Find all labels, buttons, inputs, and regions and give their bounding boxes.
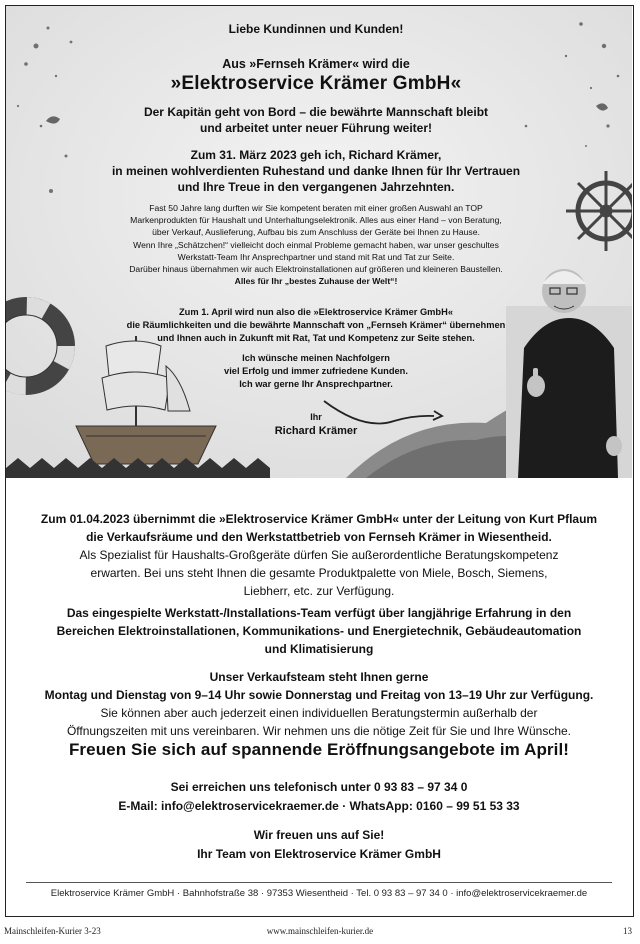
team-paragraph bbox=[16, 604, 622, 658]
page-number: 13 bbox=[623, 926, 632, 936]
closing-line: Wir freuen uns auf Sie! bbox=[253, 828, 385, 842]
hours-line: Sie können aber auch jederzeit einen individuellen Beratungstermin außerhalb der bbox=[100, 706, 538, 720]
history-line: Wenn Ihre „Schätzchen!“ vielleicht doch einmal Probleme gemacht haben, war unser geschultes bbox=[133, 239, 499, 250]
handover-statement bbox=[66, 306, 566, 345]
history-line: über Verkauf, Auslieferung, Aufbau bis zum Anschluss der Geräte bei Ihnen zu Hause. bbox=[152, 227, 480, 238]
history-paragraph bbox=[66, 202, 566, 287]
retirement-line: in meinen wohlverdienten Ruhestand und danke Ihnen für Ihr Vertrauen bbox=[111, 164, 521, 178]
email-line: E-Mail: info@elektroservicekraemer.de · WhatsApp: 0160 – 99 51 53 33 bbox=[118, 799, 520, 813]
hours-line: Öffnungszeiten mit uns vereinbaren. Wir nehmen uns die nötige Zeit für Sie und Ihre Wünsche. bbox=[66, 724, 572, 738]
captain-statement bbox=[66, 104, 566, 136]
closing-block bbox=[16, 826, 622, 864]
retirement-statement bbox=[66, 147, 566, 195]
takeover-line: Als Spezialist für Haushalts-Großgeräte dürfen Sie außerordentliche Beratungskompetenz bbox=[79, 548, 559, 562]
handover-line: und Ihnen auch in Zukunft mit Rat, Tat und Kompetenz zur Seite stehen. bbox=[157, 333, 475, 343]
takeover-line: erwarten. Bei uns steht Ihnen die gesamte Produktpalette von Miele, Bosch, Siemens, bbox=[90, 566, 548, 580]
takeover-line: die Verkaufsräume und den Werkstattbetrieb von Fernseh Krämer in Wiesentheid. bbox=[86, 530, 552, 544]
history-line: Fast 50 Jahre lang durften wir Sie kompetent beraten mit einer großen Auswahl an TOP bbox=[149, 203, 483, 213]
footer-divider bbox=[26, 882, 612, 883]
team-line: Bereichen Elektroinstallationen, Kommunikations- und Energietechnik, Gebäudeautomation bbox=[56, 624, 582, 638]
captain-line: und arbeitet unter neuer Führung weiter! bbox=[199, 121, 432, 135]
magazine-website: www.mainschleifen-kurier.de bbox=[266, 926, 374, 936]
headline-intro: Aus »Fernseh Krämer« wird die bbox=[222, 57, 410, 71]
farewell-wishes bbox=[66, 352, 566, 391]
team-line: Das eingespielte Werkstatt-/Installations-Team verfügt über langjährige Erfahrung in den bbox=[66, 606, 572, 620]
advertisement bbox=[5, 5, 634, 917]
handover-line: Zum 1. April wird nun also die »Elektroservice Krämer GmbH« bbox=[179, 307, 453, 317]
takeover-paragraph bbox=[16, 510, 622, 600]
history-line: Darüber hinaus übernahmen wir auch Elektroinstallationen auf größeren und kleineren Baustellen. bbox=[129, 264, 503, 275]
phone-line: Sei erreichen uns telefonisch unter 0 93 83 – 97 34 0 bbox=[170, 780, 468, 794]
magazine-issue: Mainschleifen-Kurier 3-23 bbox=[4, 926, 101, 936]
hours-line: Unser Verkaufsteam steht Ihnen gerne bbox=[209, 670, 429, 684]
history-line: Werkstatt-Team Ihr Ansprechpartner und stand mit Rat und Tat zur Seite. bbox=[177, 251, 455, 262]
closing-line: Ihr Team von Elektroservice Krämer GmbH bbox=[197, 847, 441, 861]
takeover-line: Zum 01.04.2023 übernimmt die »Elektroservice Krämer GmbH« unter der Leitung von Kurt Pflaum bbox=[40, 512, 598, 526]
wishes-line: Ich war gerne Ihr Ansprechpartner. bbox=[239, 379, 393, 389]
page-footer bbox=[0, 926, 640, 940]
hours-line: Montag und Dienstag von 9–14 Uhr sowie Donnerstag und Freitag von 13–19 Uhr zur Verfügung. bbox=[44, 688, 594, 702]
retirement-line: und Ihre Treue in den vergangenen Jahrzehnten. bbox=[177, 180, 455, 194]
signature-name: Richard Krämer bbox=[274, 425, 358, 437]
opening-hours-paragraph bbox=[16, 668, 622, 740]
wishes-line: Ich wünsche meinen Nachfolgern bbox=[242, 353, 390, 363]
history-slogan: Alles für Ihr „bestes Zuhause der Welt“! bbox=[234, 276, 398, 287]
captain-line: Der Kapitän geht von Bord – die bewährte Mannschaft bleibt bbox=[143, 105, 489, 119]
greeting: Liebe Kundinnen und Kunden! bbox=[228, 22, 404, 36]
wishes-line: viel Erfolg und immer zufriedene Kunden. bbox=[224, 366, 408, 376]
handover-line: die Räumlichkeiten und die bewährte Mannschaft von „Fernseh Krämer“ übernehmen bbox=[126, 320, 506, 330]
illustrated-panel bbox=[6, 6, 632, 478]
signature-prefix: Ihr bbox=[310, 412, 322, 422]
retirement-line: Zum 31. März 2023 geh ich, Richard Krämer, bbox=[190, 148, 442, 162]
team-line: und Klimatisierung bbox=[264, 642, 374, 656]
contact-block bbox=[16, 778, 622, 816]
takeover-line: Liebherr, etc. zur Verfügung. bbox=[243, 584, 395, 598]
headline-company: »Elektroservice Krämer GmbH« bbox=[170, 73, 462, 94]
company-address-footer: Elektroservice Krämer GmbH · Bahnhofstraße 38 · 97353 Wiesentheid · Tel. 0 93 83 – 97 34 0 · info@elektroservicekraemer.de bbox=[50, 888, 588, 899]
opening-offer-headline: Freuen Sie sich auf spannende Eröffnungsangebote im April! bbox=[68, 740, 570, 759]
history-line: Markenprodukten für Haushalt und Unterhaltungselektronik. Alles aus einer Hand – von Beratung, bbox=[130, 215, 502, 226]
